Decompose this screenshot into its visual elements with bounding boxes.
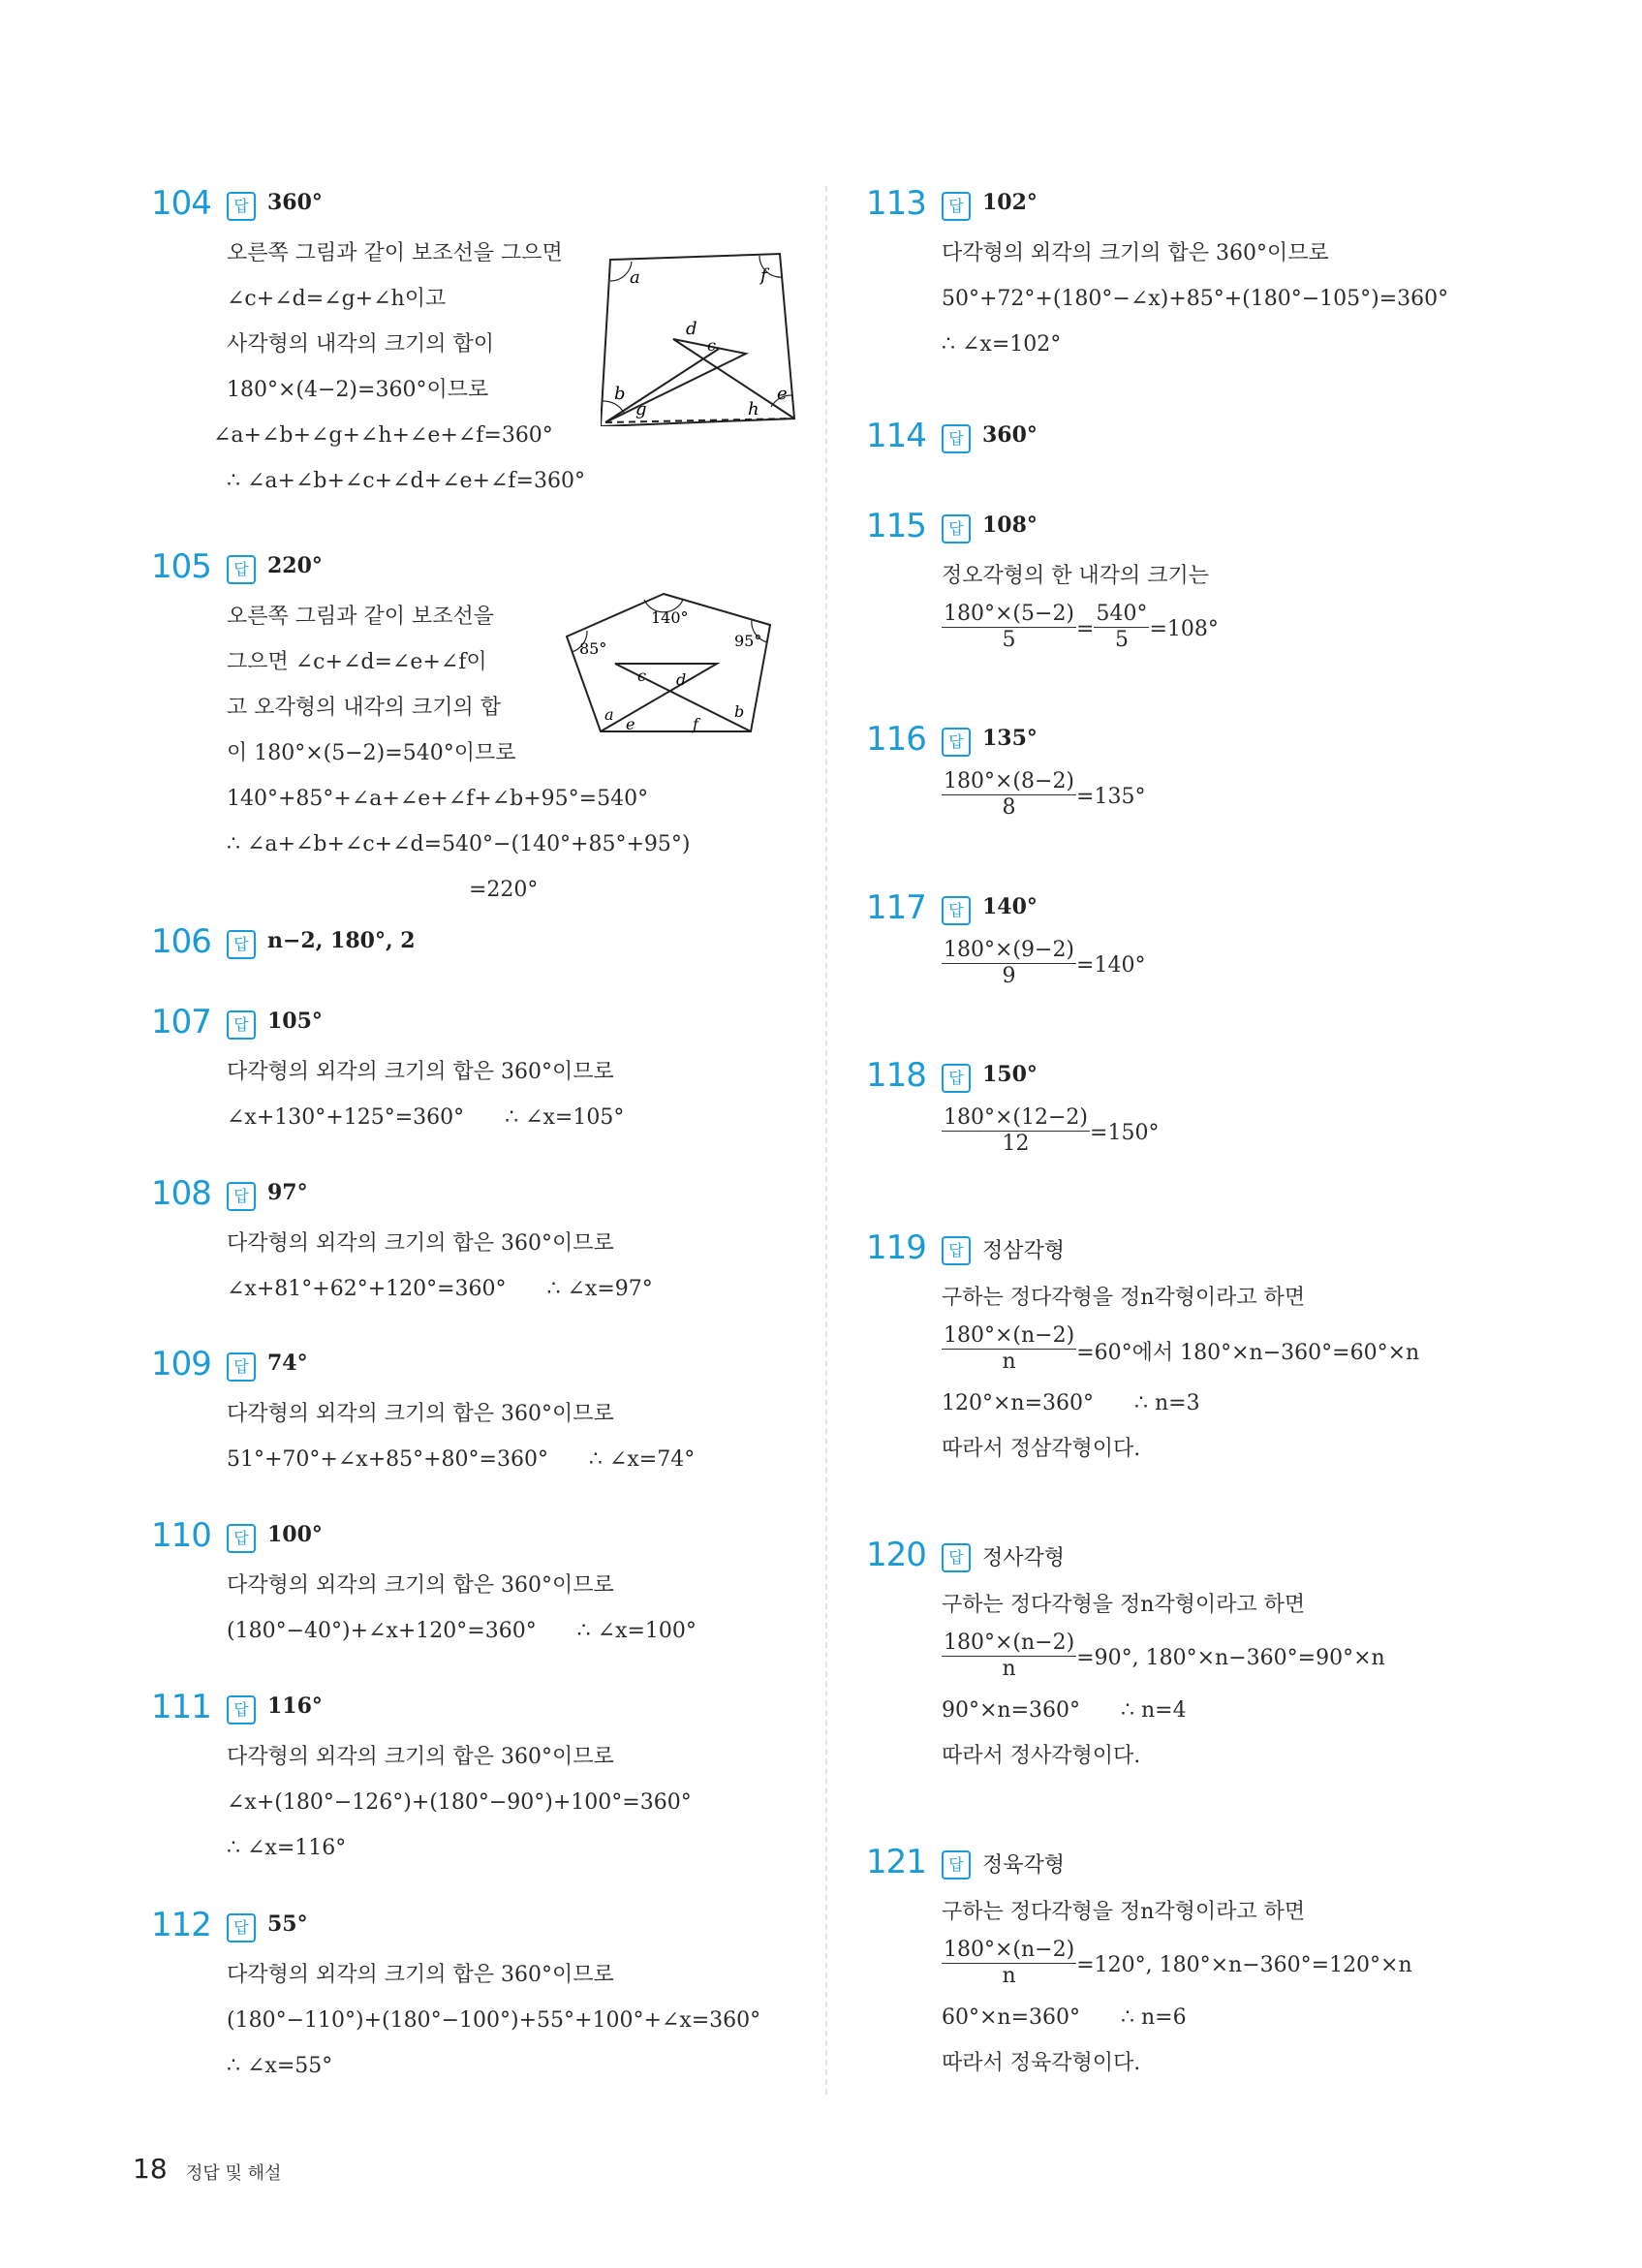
answer-value: 150° — [982, 1062, 1038, 1087]
solution-line: 50°+72°+(180°−∠x)+85°+(180°−105°)=360° — [942, 287, 1449, 311]
solution-line: ∴ ∠a+∠b+∠c+∠d=540°−(140°+85°+95°) — [227, 832, 691, 856]
problem-number: 113 — [866, 184, 926, 223]
figure-label: 95° — [734, 632, 762, 650]
fraction-expression: $\frac{180^\circ\times(9-2)}{9}$ =140° — [944, 937, 1146, 988]
problem-number: 115 — [866, 507, 926, 545]
fraction-expression: $\frac{180^\circ\times(n-2)}{n}$ =90°, 180°×n−360°=90°×n — [944, 1630, 1385, 1681]
answer-badge: 답 — [227, 1524, 256, 1553]
answer-badge: 답 — [942, 424, 971, 453]
page-number: 18 — [133, 2153, 168, 2185]
solution-line: (180°−110°)+(180°−100°)+55°+100°+∠x=360° — [227, 2008, 761, 2033]
answer-value: 108° — [982, 513, 1038, 538]
solution-line: =220° — [469, 878, 539, 902]
figure-label: c — [637, 667, 646, 685]
pentagon-figure — [562, 586, 785, 741]
solution-line: 따라서 정육각형이다. — [942, 2051, 1141, 2075]
answer-badge: 답 — [942, 1543, 971, 1572]
answer-value: 360° — [267, 190, 323, 215]
answer-value: 100° — [267, 1522, 323, 1547]
problem-number: 111 — [151, 1688, 211, 1726]
answer-value: 140° — [982, 894, 1038, 919]
fraction: $\frac{540^\circ}{5}$ — [1096, 601, 1148, 652]
fraction-expression: $\frac{180^\circ\times(8-2)}{8}$ =135° — [944, 768, 1146, 820]
figure-label: a — [604, 705, 614, 724]
answer-badge: 답 — [942, 514, 971, 544]
answer-badge: 답 — [227, 555, 256, 584]
answer-badge: 답 — [942, 728, 971, 757]
problem-number: 105 — [151, 547, 211, 586]
solution-line: 그으면 ∠c+∠d=∠e+∠f이 — [227, 650, 487, 674]
problem-110 — [145, 1516, 804, 1643]
solution-line: ∠x+(180°−126°)+(180°−90°)+100°=360° — [227, 1790, 692, 1815]
solution-line: 다각형의 외각의 크기의 합은 360°이므로 — [227, 1963, 614, 1987]
footer-label: 정답 및 해설 — [186, 2163, 282, 2184]
solution-line: 구하는 정다각형을 정n각형이라고 하면 — [942, 1900, 1306, 1924]
answer-badge: 답 — [942, 1850, 971, 1880]
figure-label: b — [614, 384, 626, 404]
figure-label: 140° — [651, 608, 689, 627]
answer-badge: 답 — [942, 1064, 971, 1093]
answer-value: 360° — [982, 422, 1038, 448]
answer-value: 220° — [267, 553, 323, 578]
solution-line: ∠a+∠b+∠g+∠h+∠e+∠f=360° — [213, 423, 553, 448]
problem-number: 110 — [151, 1516, 211, 1555]
problem-number: 106 — [151, 922, 211, 961]
solution-line: ∠x+81°+62°+120°=360° ∴ ∠x=97° — [227, 1277, 653, 1301]
figure-label: c — [707, 336, 716, 355]
figure-label: a — [630, 267, 640, 288]
fraction-expression: $\frac{180^\circ\times(n-2)}{n}$ =60°에서 180°×n−360°=60°×n — [944, 1322, 1420, 1374]
problem-113 — [860, 184, 1519, 357]
problem-121 — [860, 1843, 1519, 2075]
fraction-expression: $\frac{180^\circ\times(5-2)}{5}$ = $\frac{540^\circ}{5}$ =108° — [944, 601, 1219, 652]
problem-number: 107 — [151, 1003, 211, 1041]
problem-104 — [145, 184, 804, 493]
solution-line: 다각형의 외각의 크기의 합은 360°이므로 — [227, 1745, 614, 1769]
answer-badge: 답 — [227, 930, 256, 959]
problem-108 — [145, 1174, 804, 1301]
problem-109 — [145, 1345, 804, 1472]
answer-badge: 답 — [227, 1695, 256, 1724]
answer-badge: 답 — [227, 192, 256, 221]
answer-badge: 답 — [227, 1182, 256, 1211]
problem-107 — [145, 1003, 804, 1130]
figure-label: f — [693, 715, 698, 733]
solution-line: ∴ ∠a+∠b+∠c+∠d+∠e+∠f=360° — [227, 469, 585, 493]
problem-number: 121 — [866, 1843, 926, 1881]
answer-badge: 답 — [942, 896, 971, 925]
solution-line: 구하는 정다각형을 정n각형이라고 하면 — [942, 1593, 1306, 1617]
solution-line: 오른쪽 그림과 같이 보조선을 — [227, 605, 495, 629]
solution-line: ∠x+130°+125°=360° ∴ ∠x=105° — [227, 1105, 625, 1130]
answer-value: 97° — [267, 1180, 308, 1205]
problem-115 — [860, 507, 1519, 652]
solution-line: 140°+85°+∠a+∠e+∠f+∠b+95°=540° — [227, 787, 649, 811]
problem-number: 119 — [866, 1228, 926, 1267]
solution-line: 정오각형의 한 내각의 크기는 — [942, 564, 1210, 588]
solution-line: 이 180°×(5−2)=540°이므로 — [227, 741, 516, 765]
solution-line: ∴ ∠x=55° — [227, 2054, 333, 2078]
problem-number: 120 — [866, 1536, 926, 1574]
solution-line: 180°×(4−2)=360°이므로 — [227, 378, 489, 402]
problem-105 — [145, 547, 804, 902]
problem-number: 112 — [151, 1906, 211, 1944]
answer-badge: 답 — [942, 192, 971, 221]
solution-line: ∴ ∠x=116° — [227, 1836, 347, 1860]
answer-badge: 답 — [227, 1352, 256, 1382]
problem-112 — [145, 1906, 804, 2078]
problem-number: 116 — [866, 720, 926, 759]
answer-badge: 답 — [227, 1913, 256, 1942]
problem-117 — [860, 888, 1519, 988]
problem-number: 114 — [866, 417, 926, 455]
solution-line: 고 오각형의 내각의 크기의 합 — [227, 696, 501, 720]
problem-114 — [860, 417, 1519, 463]
answer-value: n−2, 180°, 2 — [267, 928, 416, 953]
figure-label: d — [686, 319, 697, 339]
answer-value: 정사각형 — [982, 1546, 1066, 1570]
figure-label: f — [760, 265, 767, 286]
answer-badge: 답 — [227, 1010, 256, 1040]
fraction-expression: $\frac{180^\circ\times(12-2)}{12}$ =150° — [944, 1104, 1160, 1156]
solution-line: ∠c+∠d=∠g+∠h이고 — [227, 287, 447, 311]
solution-line: 다각형의 외각의 크기의 합은 360°이므로 — [942, 241, 1329, 265]
answer-value: 정삼각형 — [982, 1239, 1066, 1263]
problem-number: 108 — [151, 1174, 211, 1213]
solution-line: 따라서 정사각형이다. — [942, 1744, 1141, 1768]
answer-value: 135° — [982, 726, 1038, 751]
solution-line: 사각형의 내각의 크기의 합이 — [227, 332, 495, 357]
figure-label: b — [734, 702, 745, 721]
problem-111 — [145, 1688, 804, 1860]
problem-118 — [860, 1056, 1519, 1156]
problem-120 — [860, 1536, 1519, 1768]
problem-119 — [860, 1228, 1519, 1461]
solution-line: 오른쪽 그림과 같이 보조선을 그으면 — [227, 241, 563, 265]
figure-label: d — [676, 670, 687, 689]
fraction: $\frac{180^\circ\times(5-2)}{5}$ — [944, 601, 1075, 652]
column-divider — [825, 186, 827, 2095]
solution-line: 90°×n=360° ∴ n=4 — [942, 1698, 1187, 1723]
problem-116 — [860, 720, 1519, 820]
problem-number: 118 — [866, 1056, 926, 1095]
answer-value: 116° — [267, 1693, 323, 1719]
figure-label: g — [635, 399, 647, 419]
solution-line: 따라서 정삼각형이다. — [942, 1437, 1141, 1461]
figure-label: 85° — [579, 639, 607, 658]
answer-badge: 답 — [942, 1236, 971, 1265]
answer-value: 105° — [267, 1009, 323, 1034]
figure-label: e — [626, 715, 635, 733]
solution-line: 구하는 정다각형을 정n각형이라고 하면 — [942, 1286, 1306, 1310]
figure-label: h — [748, 399, 759, 419]
solution-line: 51°+70°+∠x+85°+80°=360° ∴ ∠x=74° — [227, 1447, 696, 1472]
problem-106 — [145, 922, 804, 969]
solution-line: 다각형의 외각의 크기의 합은 360°이므로 — [227, 1060, 614, 1084]
solution-line: 다각형의 외각의 크기의 합은 360°이므로 — [227, 1573, 614, 1598]
answer-value: 102° — [982, 190, 1038, 215]
problem-number: 109 — [151, 1345, 211, 1383]
answer-value: 55° — [267, 1911, 308, 1937]
solution-line: 60°×n=360° ∴ n=6 — [942, 2005, 1187, 2030]
solution-line: 다각형의 외각의 크기의 합은 360°이므로 — [227, 1402, 614, 1426]
solution-line: 다각형의 외각의 크기의 합은 360°이므로 — [227, 1231, 614, 1256]
answer-value: 정육각형 — [982, 1853, 1066, 1878]
solution-line: 120°×n=360° ∴ n=3 — [942, 1391, 1200, 1415]
fraction-expression: $\frac{180^\circ\times(n-2)}{n}$ =120°, 180°×n−360°=120°×n — [944, 1937, 1412, 1988]
problem-number: 104 — [151, 184, 211, 223]
answer-value: 74° — [267, 1351, 308, 1376]
solution-line: (180°−40°)+∠x+120°=360° ∴ ∠x=100° — [227, 1619, 697, 1643]
problem-number: 117 — [866, 888, 926, 927]
figure-label: e — [777, 384, 788, 404]
quadrilateral-figure — [601, 242, 804, 426]
solution-line: ∴ ∠x=102° — [942, 332, 1062, 357]
